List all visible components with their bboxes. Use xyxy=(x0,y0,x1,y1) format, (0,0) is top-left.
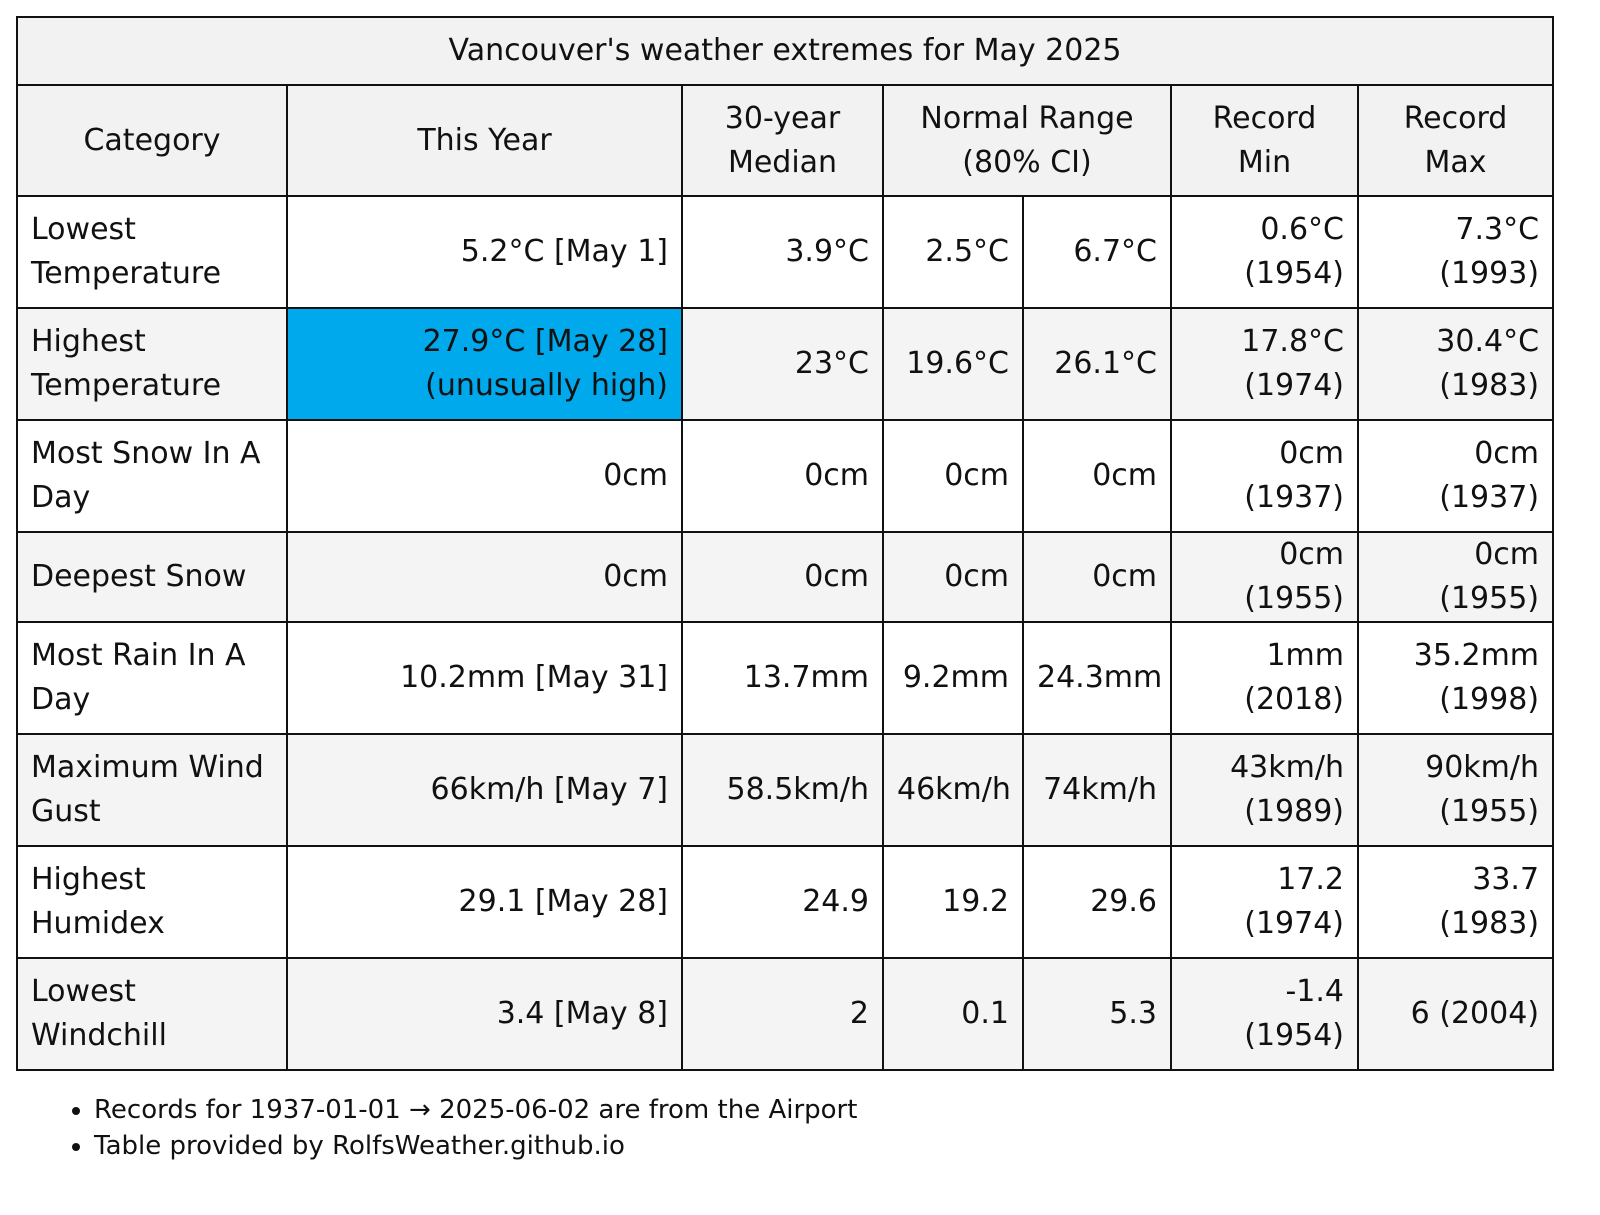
normal-high-cell: 0cm xyxy=(1023,420,1171,532)
this-year-cell: 0cm xyxy=(287,420,682,532)
table-row xyxy=(17,308,1553,420)
table-row xyxy=(17,196,1553,308)
header-this-year-label: This Year xyxy=(417,122,552,158)
median-cell: 58.5km/h xyxy=(682,734,883,846)
table-row xyxy=(17,622,1553,734)
record-min-cell: -1.4 (1954) xyxy=(1171,958,1358,1070)
header-record-max xyxy=(1358,85,1553,196)
table-row xyxy=(17,958,1553,1070)
this-year-cell: 5.2°C [May 1] xyxy=(287,196,682,308)
normal-low-cell: 46km/h xyxy=(883,734,1023,846)
normal-low-cell: 0cm xyxy=(883,420,1023,532)
table-row xyxy=(17,846,1553,958)
median-cell: 23°C xyxy=(682,308,883,420)
category-cell: Most Snow In A Day xyxy=(17,420,287,532)
this-year-note: (unusually high) xyxy=(425,368,668,403)
category-cell: Maximum Wind Gust xyxy=(17,734,287,846)
this-year-cell: 66km/h [May 7] xyxy=(287,734,682,846)
header-normal-line1: Normal Range xyxy=(920,100,1134,136)
table-title-row xyxy=(17,17,1553,85)
this-year-cell: 29.1 [May 28] xyxy=(287,846,682,958)
record-min-cell: 17.8°C (1974) xyxy=(1171,308,1358,420)
table-header-row xyxy=(17,85,1553,196)
footnotes-list xyxy=(56,1092,857,1164)
record-min-cell: 0.6°C (1954) xyxy=(1171,196,1358,308)
table-row xyxy=(17,420,1553,532)
normal-low-cell: 19.2 xyxy=(883,846,1023,958)
median-cell: 0cm xyxy=(682,420,883,532)
record-max-cell: 7.3°C (1993) xyxy=(1358,196,1553,308)
record-max-cell: 35.2mm (1998) xyxy=(1358,622,1553,734)
header-category xyxy=(17,85,287,196)
normal-low-cell: 0.1 xyxy=(883,958,1023,1070)
record-min-cell: 0cm (1955) xyxy=(1171,532,1358,622)
this-year-cell: 10.2mm [May 31] xyxy=(287,622,682,734)
this-year-cell: 3.4 [May 8] xyxy=(287,958,682,1070)
record-min-cell: 43km/h (1989) xyxy=(1171,734,1358,846)
header-normal-line2: (80% CI) xyxy=(962,144,1092,180)
normal-high-cell: 6.7°C xyxy=(1023,196,1171,308)
header-record-min xyxy=(1171,85,1358,196)
table-title: Vancouver's weather extremes for May 2025 xyxy=(17,17,1553,85)
header-record-min-line2: Min xyxy=(1237,144,1292,180)
header-normal-range xyxy=(883,85,1171,196)
this-year-value: 27.9°C [May 28] xyxy=(422,324,668,359)
median-cell: 0cm xyxy=(682,532,883,622)
this-year-cell: 0cm xyxy=(287,532,682,622)
record-max-cell: 30.4°C (1983) xyxy=(1358,308,1553,420)
header-record-max-line2: Max xyxy=(1424,144,1487,180)
normal-low-cell: 2.5°C xyxy=(883,196,1023,308)
record-max-cell: 90km/h (1955) xyxy=(1358,734,1553,846)
median-cell: 13.7mm xyxy=(682,622,883,734)
median-cell: 3.9°C xyxy=(682,196,883,308)
category-cell: Deepest Snow xyxy=(17,532,287,622)
record-min-cell: 1mm (2018) xyxy=(1171,622,1358,734)
header-median-line1: 30-year xyxy=(724,100,841,136)
category-cell: Most Rain In A Day xyxy=(17,622,287,734)
record-max-cell: 0cm (1955) xyxy=(1358,532,1553,622)
header-category-label: Category xyxy=(83,122,221,158)
footnote-item: • Records for 1937-01-01 → 2025-06-02 are from the Airport xyxy=(94,1092,857,1128)
table-row xyxy=(17,532,1553,622)
normal-low-cell: 0cm xyxy=(883,532,1023,622)
header-record-max-line1: Record xyxy=(1403,100,1508,136)
header-this-year xyxy=(287,85,682,196)
record-max-cell: 0cm (1937) xyxy=(1358,420,1553,532)
weather-extremes-table xyxy=(16,16,1554,1071)
median-cell: 24.9 xyxy=(682,846,883,958)
header-record-min-line1: Record xyxy=(1212,100,1317,136)
record-min-cell: 0cm (1937) xyxy=(1171,420,1358,532)
normal-low-cell: 19.6°C xyxy=(883,308,1023,420)
record-min-cell: 17.2 (1974) xyxy=(1171,846,1358,958)
header-median xyxy=(682,85,883,196)
normal-high-cell: 26.1°C xyxy=(1023,308,1171,420)
footnote-item: • Table provided by RolfsWeather.github.io xyxy=(94,1128,857,1164)
category-cell: Highest Temperature xyxy=(17,308,287,420)
median-cell: 2 xyxy=(682,958,883,1070)
category-cell: Lowest Temperature xyxy=(17,196,287,308)
record-max-cell: 33.7 (1983) xyxy=(1358,846,1553,958)
normal-high-cell: 5.3 xyxy=(1023,958,1171,1070)
normal-high-cell: 0cm xyxy=(1023,532,1171,622)
header-median-line2: Median xyxy=(727,144,838,180)
category-cell: Highest Humidex xyxy=(17,846,287,958)
category-cell: Lowest Windchill xyxy=(17,958,287,1070)
normal-high-cell: 24.3mm xyxy=(1023,622,1171,734)
table-row xyxy=(17,734,1553,846)
normal-high-cell: 74km/h xyxy=(1023,734,1171,846)
record-max-cell: 6 (2004) xyxy=(1358,958,1553,1070)
normal-high-cell: 29.6 xyxy=(1023,846,1171,958)
normal-low-cell: 9.2mm xyxy=(883,622,1023,734)
this-year-cell-highlighted xyxy=(287,308,682,420)
